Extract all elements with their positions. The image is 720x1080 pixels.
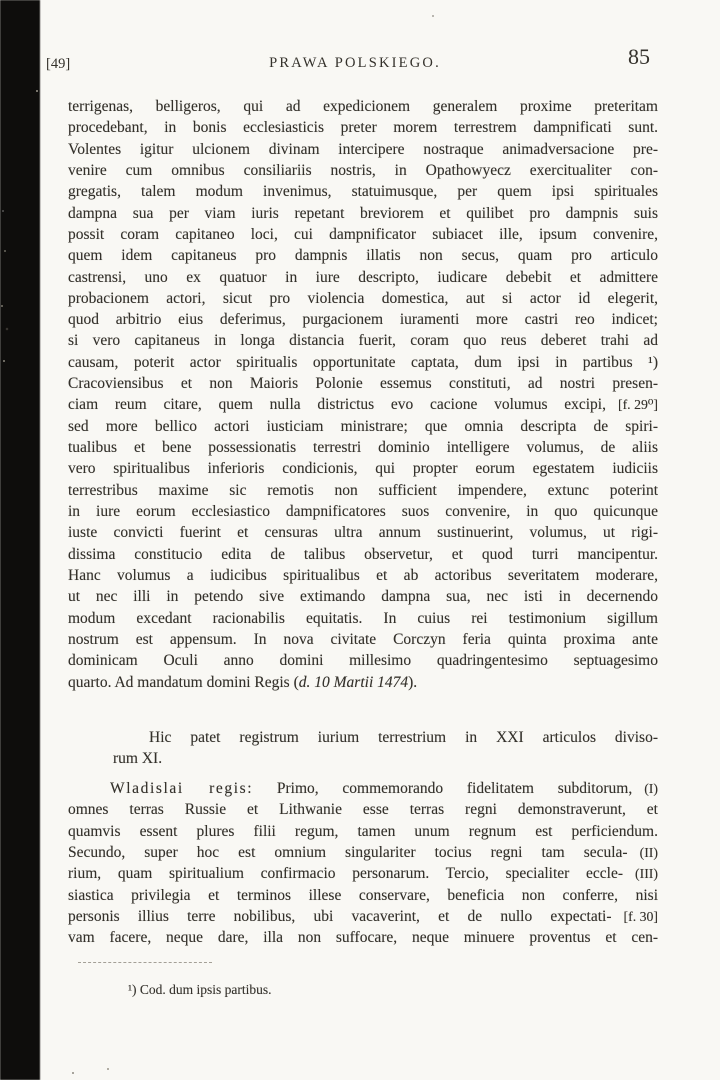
article-margin-note: [f. 30] — [623, 908, 658, 924]
text-line — [68, 650, 658, 671]
line-text: vam facere, neque dare, illa non suffocare, neque minuere proventus et cen- — [68, 929, 658, 947]
line-text: personis illius terre nobilibus, ubi vacaverint, et de nullo expectati- — [68, 907, 612, 925]
text-line — [68, 96, 658, 117]
text-line — [68, 352, 658, 373]
text-line — [68, 522, 658, 543]
article-margin-note: (II) — [639, 844, 658, 860]
line-text: nostrum est appensum. In nova civitate Corczyn feria quinta proxima ante — [68, 630, 658, 648]
text-line — [68, 245, 658, 266]
line-text — [68, 778, 632, 799]
incipit-letterspaced: Wladislai regis: — [110, 780, 254, 797]
line-text: probacionem actori, sicut pro violencia domestica, aut si actor id elegerit, — [68, 289, 658, 307]
text-line — [68, 885, 658, 906]
text-line — [68, 672, 658, 693]
folio-margin-note: [f. 29⁰] — [617, 397, 658, 413]
text-line — [68, 778, 658, 799]
text-line — [68, 373, 658, 394]
line-text: dampna sua per viam iuris repetant breviorem et quilibet pro dampnis suis — [68, 204, 658, 222]
text-line — [68, 267, 658, 288]
line-text: quod arbitrio eius deferimus, purgacionem iuramenti more castri reo indicet; — [68, 311, 658, 329]
text-line — [68, 629, 658, 650]
line-text — [68, 672, 658, 693]
line-text: causam, poterit actor spiritualis opportunitate captata, dum ipsi in partibus ¹) — [68, 353, 658, 371]
footnote-text: Cod. dum ipsis partibus. — [136, 982, 272, 997]
line-text: terrestribus maxime sic remotis non sufficient impendere, extunc poterint — [68, 481, 658, 499]
text-line — [68, 181, 658, 202]
text-line — [68, 458, 658, 479]
line-text: sed more bellico actori iusticiam ministrare; que omnia descripta de spiri- — [68, 417, 658, 435]
line-text: Volentes igitur ulcionem divinam intercipere nostraque animadversacione pre- — [68, 140, 658, 158]
article-margin-note: (I) — [644, 781, 658, 796]
page-number: 85 — [628, 44, 650, 69]
line-text: dissima constitucio edita de talibus observetur, et quod turri mancipentur. — [68, 545, 658, 563]
line-text: Secundo, super hoc est omnium singulariter tocius regni tam secula- — [68, 843, 628, 861]
line-text: terrigenas, belligeros, qui ad expedicionem generalem proxime preteritam — [68, 98, 658, 115]
line-text: castrensi, uno ex quatuor in iure descripto, iudicare debebit et admittere — [68, 268, 658, 286]
section-heading — [113, 727, 658, 770]
line-text: quem idem capitaneus pro dampnis illatis non secus, quam pro articulo — [68, 247, 658, 265]
text-line — [68, 821, 658, 842]
line-text: vero spiritualibus inferioris condicionis, qui propter eorum egestatem iudiciis — [68, 460, 658, 478]
footnote — [128, 982, 272, 998]
text-line — [68, 927, 658, 948]
line-text: dominicam Oculi anno domini millesimo quadringentesimo septuagesimo — [68, 652, 658, 670]
text-line — [68, 437, 658, 458]
text-line — [68, 863, 658, 884]
line-text: Hic patet registrum iurium terrestrium in XXI articulos diviso- — [149, 729, 658, 746]
line-text: modum excedant racionabilis equitatis. In cuius rei testimonium sigillum — [68, 609, 658, 627]
line-text: si vero capitaneus in longa distancia fuerit, coram quo reus deberet trahi ad — [68, 332, 658, 350]
folio-bracket-ref: [49] — [46, 56, 71, 72]
line-text: possit coram capitaneo loci, cui dampnificator subiacet ille, ipsum convenire, — [68, 225, 658, 243]
line-text: quamvis essent plures filii regum, tamen unum regnum est perficiendum. — [68, 822, 658, 840]
main-paragraph-closing — [68, 672, 658, 693]
text-line — [68, 842, 658, 863]
text-line — [68, 906, 658, 927]
line-text: siastica privilegia et terminos illese conservare, beneficia non conferre, nisi — [68, 886, 658, 904]
second-paragraph-opening — [68, 778, 658, 799]
text-line — [68, 416, 658, 437]
line-text: in iure eorum ecclesiastico dampnificatores suos convenire, in quo quicunque — [68, 502, 658, 520]
line-text: ut nec illi in petendo sive extimando dampna sua, nec isti in decernendo — [68, 588, 658, 606]
opening-rest: Primo, commemorando fidelitatem subditorum, — [253, 780, 633, 797]
text-line — [68, 203, 658, 224]
scan-noise-speckles — [2, 210, 4, 212]
text-line — [68, 330, 658, 351]
line-text: Cracoviensibus et non Maioris Polonie essemus constituti, ad nostri presen- — [68, 375, 658, 393]
line-text: rum XI. — [113, 750, 163, 768]
text-line — [68, 394, 658, 415]
line-text: procedebant, in bonis ecclesiasticis preter morem terrestrem dampnificati sunt. — [68, 119, 658, 137]
text-line — [113, 727, 658, 748]
text-line — [113, 748, 658, 769]
line-text: Hanc volumus a iudicibus spiritualibus et ab actoribus severitatem moderare, — [68, 566, 658, 584]
text-line — [68, 608, 658, 629]
running-title: PRAWA POLSKIEGO. — [269, 55, 441, 71]
line-text: rium, quam spiritualium confirmacio personarum. Tercio, specialiter eccle- — [68, 865, 624, 883]
text-line — [68, 586, 658, 607]
article-margin-note: (III) — [635, 866, 658, 882]
text-line — [68, 224, 658, 245]
line-text: tualibus et bene possessionatis terrestri dominio intelligere volumus, de aliis — [68, 439, 658, 456]
closing-paren: ). — [408, 673, 418, 691]
text-line — [68, 544, 658, 565]
text-line — [68, 565, 658, 586]
binding-shadow — [0, 0, 40, 1080]
footnote-rule — [78, 962, 212, 963]
italic-date: d. 10 Martii 1474 — [298, 673, 409, 691]
text-line — [68, 501, 658, 522]
closing-text: quarto. Ad mandatum domini Regis ( — [68, 673, 299, 691]
text-line — [68, 139, 658, 160]
text-line — [68, 480, 658, 501]
text-line — [68, 799, 658, 820]
line-text: gregatis, talem modum invenimus, statuimusque, per quem ipsi spirituales — [68, 183, 658, 201]
line-text: venire cum omnibus consiliariis nostris, in Opathowyecz exercitualiter con- — [68, 161, 658, 179]
text-line — [68, 160, 658, 181]
text-line — [68, 117, 658, 138]
line-text: iuste convicti fuerint et censuras ultra annum sustinuerint, volumus, ut rigi- — [68, 524, 658, 542]
main-paragraph — [68, 96, 658, 671]
line-text: omnes terras Russie et Lithwanie esse terras regni demonstraverunt, et — [68, 801, 658, 819]
footnote-marker: ¹) — [128, 982, 137, 997]
text-line — [68, 309, 658, 330]
second-paragraph — [68, 799, 658, 948]
text-line — [68, 288, 658, 309]
line-text: ciam reum citare, quem nulla districtus evo cacione volumus excipi, — [68, 396, 606, 414]
